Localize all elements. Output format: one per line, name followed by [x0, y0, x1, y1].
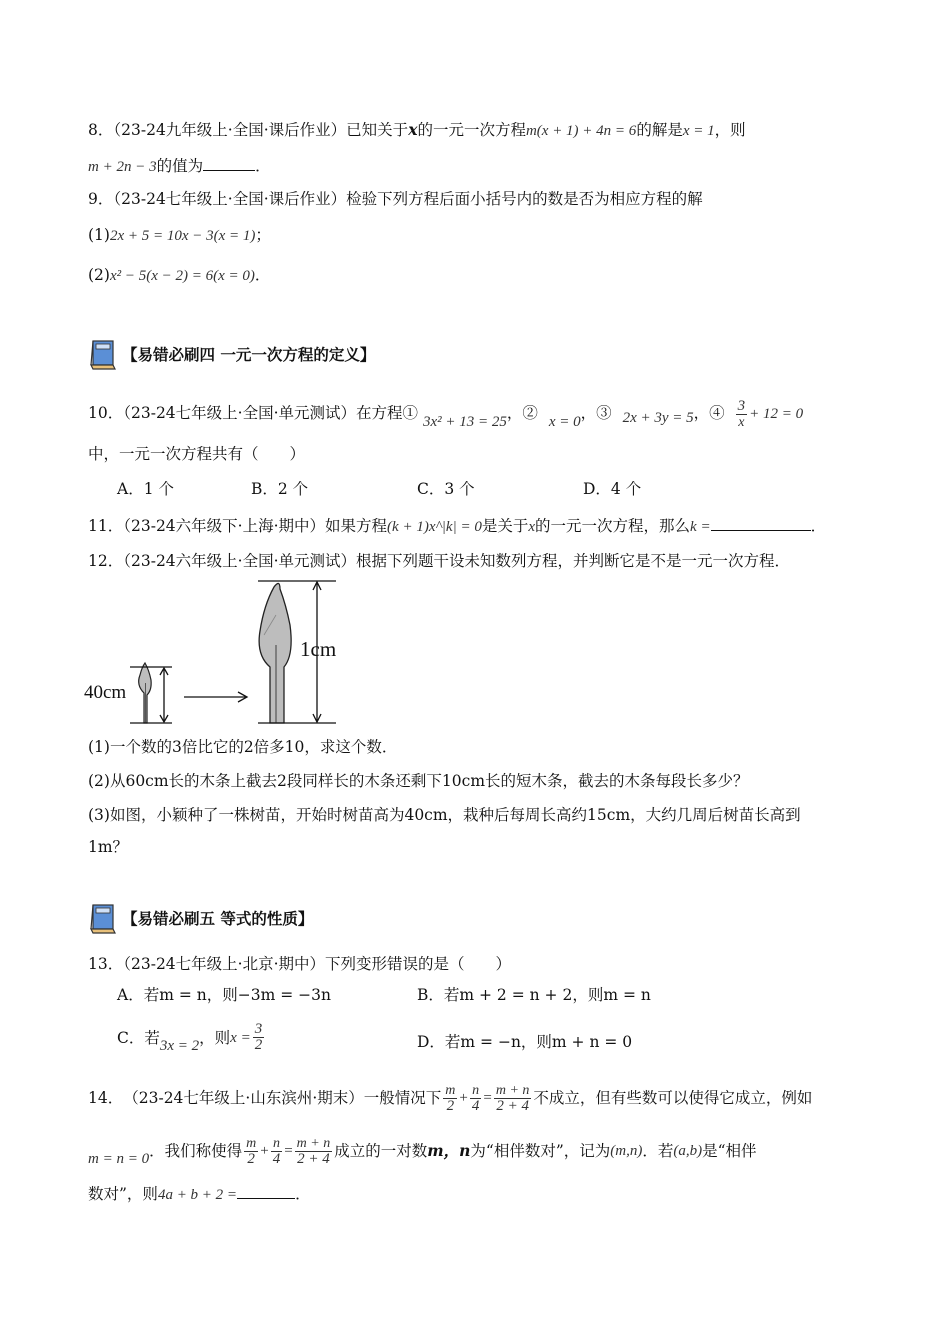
question-number: 11．: [88, 517, 124, 535]
right-height-label: 1cm: [300, 637, 337, 661]
question-source: （23-24七年级上·全国·课后作业）: [113, 190, 347, 208]
text: 如果方程: [325, 517, 388, 535]
text: ，②: [506, 404, 538, 422]
question-12-part-3: (3)如图，小颖种了一株树苗，开始时树苗高为40cm，栽种后每周长高约15cm，大约几周后树苗长高到: [88, 806, 801, 824]
part-label: (1): [88, 226, 110, 244]
fraction: [443, 1083, 457, 1114]
text: ，则: [199, 1028, 231, 1047]
question-10-line-2: [88, 442, 305, 466]
text: 的值为: [156, 157, 204, 175]
question-number: 9．: [88, 190, 114, 208]
equation-3: 2x + 3y = 5: [622, 410, 694, 426]
solution: x = 1: [682, 123, 715, 139]
equation-4: + 12 = 0: [749, 406, 804, 422]
option-b[interactable]: B．若m + 2 = n + 2，则m = n: [417, 986, 651, 1004]
denominator: 2: [446, 1097, 455, 1114]
text: 已知关于: [346, 121, 409, 139]
question-source: （23-24七年级上·全国·单元测试）: [123, 404, 357, 422]
numerator: m: [246, 1135, 257, 1151]
question-text: 根据下列题干设未知数列方程，并判断它是不是一元一次方程．: [356, 552, 791, 570]
variable: x: [528, 519, 536, 535]
numerator: n: [472, 1082, 480, 1098]
text: 的一元一次方程，那么: [535, 517, 691, 535]
text: 的解是: [636, 121, 683, 139]
expression: 4a + b + 2 =: [157, 1187, 238, 1203]
book-icon: [88, 902, 118, 934]
equation: x² − 5(x − 2) = 6(x = 0): [109, 268, 255, 284]
question-13-line: [88, 952, 511, 976]
denominator: x: [738, 414, 745, 430]
question-14-line-2: m = n = 0 ．我们称使得 $\frac{m}{2}$ + $\frac{n}{4}$ = $\frac{m + n}{2 + 4}$ 成立的一对数 m，n 为“相伴数对”，记为 (m,n) ．若 (a,b) 是“相伴: [88, 1133, 757, 1169]
equation: 2x + 5 = 10x − 3(x = 1): [109, 228, 256, 244]
text: ．: [255, 157, 271, 175]
question-text: 下列变形错误的是（ ）: [325, 955, 512, 973]
fraction: [295, 1136, 333, 1167]
numerator: m: [445, 1082, 456, 1098]
text: ．: [254, 266, 271, 284]
section-header-5: [88, 901, 313, 935]
option-d[interactable]: D．若m = −n，则m + n = 0: [417, 1033, 633, 1051]
question-12-part-3-cont: 1m？: [88, 838, 129, 856]
equation: (k + 1)x^|k| = 0: [387, 519, 482, 535]
question-9-line-1: [88, 187, 703, 211]
question-source: （23-24六年级下·上海·期中）: [123, 517, 326, 535]
expression: k =: [690, 519, 711, 535]
option-d[interactable]: D．4 个: [583, 480, 642, 498]
question-source: （23-24六年级上·全国·单元测试）: [123, 552, 357, 570]
question-12-line: [88, 549, 790, 573]
question-source: （23-24七年级上·山东滨州·期末）: [123, 1089, 364, 1107]
question-8-line-1: [88, 118, 746, 143]
question-number: 12．: [88, 552, 124, 570]
fraction: [244, 1136, 258, 1167]
question-8-line-2: [88, 154, 271, 179]
text: 不成立，但有些数可以使得它成立，例如: [533, 1089, 813, 1107]
text: 一般情况下: [363, 1089, 442, 1107]
numerator: n: [272, 1135, 280, 1151]
fraction: [470, 1083, 482, 1114]
small-tree-icon: [139, 663, 151, 723]
expression: m = n = 0: [88, 1151, 150, 1167]
text: 的一元一次方程: [417, 121, 526, 139]
option-c[interactable]: [117, 1022, 266, 1053]
denominator: 4: [272, 1150, 281, 1167]
question-number: 10．: [88, 404, 124, 422]
large-tree-icon: [259, 583, 291, 723]
text: 是“相伴: [702, 1142, 757, 1160]
text: 成立的一对数: [334, 1142, 428, 1160]
text: ．: [810, 517, 827, 535]
question-number: 14．: [88, 1089, 124, 1107]
equation-1: 3x² + 13 = 25: [422, 414, 507, 430]
answer-blank[interactable]: [711, 514, 811, 531]
part-label: (2): [88, 266, 110, 284]
fraction: [736, 399, 748, 430]
fraction: [494, 1083, 532, 1114]
question-text: 检验下列方程后面小括号内的数是否为相应方程的解: [346, 190, 703, 208]
section-title: 【易错必刷五 等式的性质】: [122, 910, 314, 928]
text: ；: [255, 226, 271, 244]
tree-growth-figure: [84, 575, 374, 727]
text: 数对”，则: [88, 1185, 158, 1203]
answer-blank[interactable]: [237, 1182, 295, 1199]
option-c[interactable]: C．3 个: [417, 480, 475, 498]
question-source: （23-24七年级上·北京·期中）: [123, 955, 326, 973]
text: ，③: [580, 404, 612, 422]
variables: m，n: [427, 1141, 471, 1160]
fraction: [253, 1022, 265, 1053]
text: C．若: [117, 1028, 160, 1047]
section-title: 【易错必刷四 一元一次方程的定义】: [122, 346, 376, 364]
denominator: 2 + 4: [496, 1097, 529, 1114]
denominator: 4: [471, 1097, 480, 1114]
denominator: 2 + 4: [297, 1150, 330, 1167]
book-icon: [88, 338, 118, 370]
question-14-line-1: 14． （23-24七年级上·山东滨州·期末） 一般情况下 $\frac{m}{2}$ + $\frac{n}{4}$ = $\frac{m + n}{2 + 4}$ 不成立，但有些数可以使得它成立，例如: [88, 1082, 813, 1114]
left-height-label: 40cm: [84, 682, 127, 703]
numerator: m + n: [296, 1135, 331, 1151]
option-a[interactable]: A．1 个: [117, 480, 174, 498]
text: ．: [295, 1185, 311, 1203]
expression: (m,n): [610, 1143, 643, 1159]
question-number: 8．: [88, 121, 114, 139]
option-a[interactable]: A．若m = n，则−3m = −3n: [117, 986, 331, 1004]
question-9-part-2: [88, 263, 270, 288]
question-11-line: [88, 514, 826, 539]
option-b[interactable]: B．2 个: [251, 480, 309, 498]
denominator: 2: [254, 1037, 263, 1053]
expression: m + 2n − 3: [88, 159, 157, 175]
variable: x: [408, 120, 418, 139]
numerator: 3: [254, 1021, 263, 1037]
text: 在方程①: [356, 404, 419, 422]
equation-2: x = 0: [548, 414, 581, 430]
text: ，则: [714, 121, 746, 139]
question-source: （23-24九年级上·全国·课后作业）: [113, 121, 347, 139]
section-header-4: [88, 337, 375, 371]
text: ．若: [642, 1142, 674, 1160]
text: ．我们称使得: [149, 1142, 243, 1160]
expression: x =: [230, 1029, 251, 1046]
expression: (a,b): [673, 1143, 703, 1159]
text: 为“相伴数对”，记为: [470, 1142, 611, 1160]
equation: m(x + 1) + 4n = 6: [525, 123, 637, 139]
equation: 3x = 2: [159, 1037, 200, 1054]
question-12-part-2: (2)从60cm长的木条上截去2段同样长的木条还剩下10cm长的短木条，截去的木条每段长多少？: [88, 772, 749, 790]
text: 是关于: [481, 517, 529, 535]
question-text: 中，一元一次方程共有（ ）: [88, 445, 306, 463]
numerator: m + n: [495, 1082, 530, 1098]
question-12-part-1: (1)一个数的3倍比它的2倍多10，求这个数．: [88, 738, 398, 756]
question-number: 13．: [88, 955, 124, 973]
numerator: 3: [737, 397, 746, 414]
answer-blank[interactable]: [203, 154, 255, 171]
denominator: 2: [247, 1150, 255, 1167]
question-14-line-3: [88, 1182, 311, 1207]
fraction: [271, 1136, 283, 1167]
question-10-line-1: [88, 398, 803, 430]
question-9-part-1: [88, 223, 271, 248]
text: ，④: [693, 404, 725, 422]
